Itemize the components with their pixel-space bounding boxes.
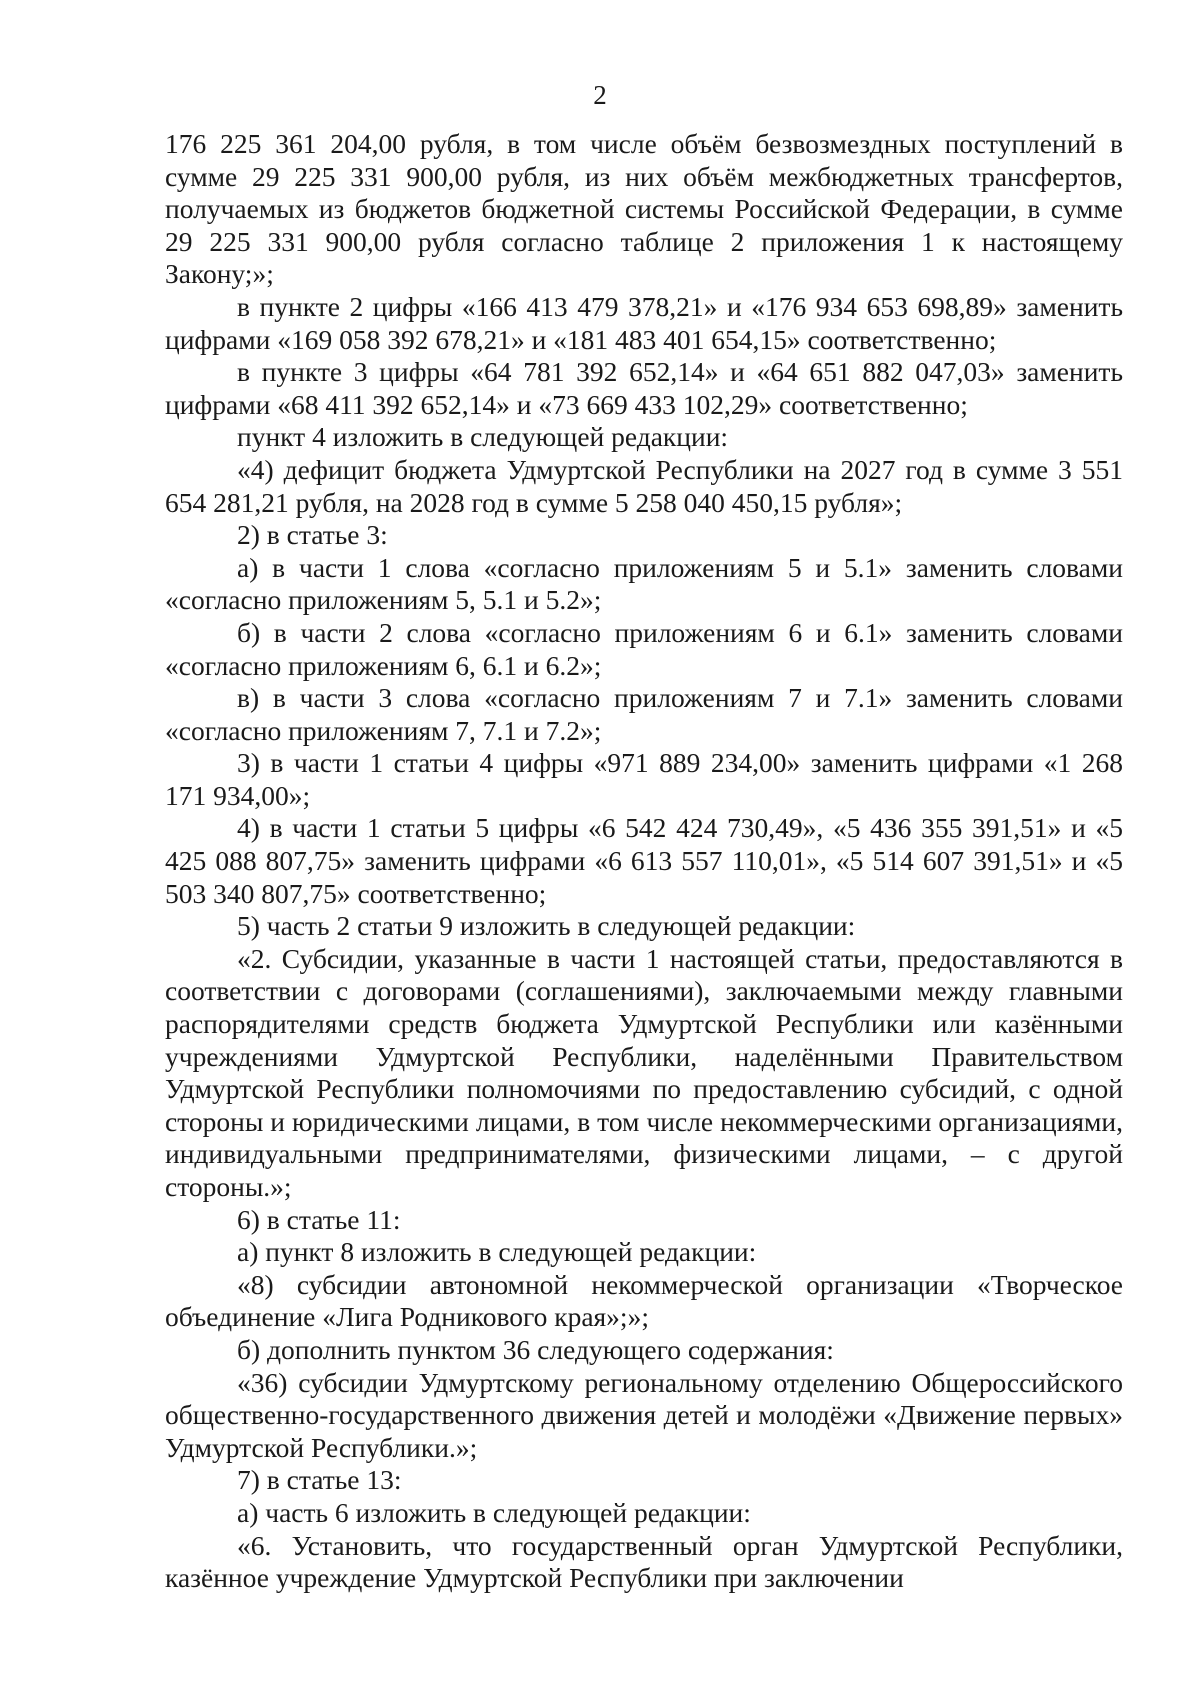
paragraph-9: в) в части 3 слова «согласно приложениям 7 и 7.1» заменить словами «согласно приложениям 7, 7.1 и 7.2»; (165, 682, 1123, 746)
paragraph-20: а) часть 6 изложить в следующей редакции: (237, 1496, 751, 1528)
paragraph-3: в пункте 3 цифры «64 781 392 652,14» и «64 651 882 047,03» заменить цифрами «68 411 392 652,14» и «73 669 433 102,29» соответственно; (165, 356, 1123, 420)
paragraph-7: а) в части 1 слова «согласно приложениям 5 и 5.1» заменить словами «согласно приложениям 5, 5.1 и 5.2»; (165, 551, 1123, 616)
paragraph-10: 3) в части 1 статьи 4 цифры «971 889 234,00» заменить цифрами «1 268 171 934,00»; (165, 747, 1123, 811)
paragraph-14: 6) в статье 11: (237, 1203, 401, 1235)
paragraph-6: 2) в статье 3: (237, 519, 388, 551)
paragraph-16: «8) субсидии автономной некоммерческой организации «Творческое объединение «Лига Родникового края»;»; (165, 1268, 1123, 1333)
document-body (165, 128, 1123, 1595)
paragraph-1: 176 225 361 204,00 рубля, в том числе объём безвозмездных поступлений в сумме 29 225 331 900,00 рубля, из них объём межбюджетных трансфертов, получаемых из бюджетов бюджетной системы Российской Федерации, в сумме 29 225 331 900,00 рубля согласно таблице 2 приложения 1 к настоящему Закону;»; (165, 128, 1123, 290)
paragraph-18: «36) субсидии Удмуртскому региональному отделению Общероссийского общественно-государственного движения детей и молодёжи «Движение первых» Удмуртской Республики.»; (165, 1366, 1123, 1463)
paragraph-11: 4) в части 1 статьи 5 цифры «6 542 424 730,49», «5 436 355 391,51» и «5 425 088 807,75» заменить цифрами «6 613 557 110,01», «5 514 607 391,51» и «5 503 340 807,75» соответственно; (165, 812, 1123, 909)
paragraph-12: 5) часть 2 статьи 9 изложить в следующей редакции: (237, 910, 856, 942)
paragraph-13: «2. Субсидии, указанные в части 1 настоящей статьи, предоставляются в соответствии с договорами (соглашениями), заключаемыми между главными распорядителями средств бюджета Удмуртской Республики или казёнными учреждениями Удмуртской Республики, наделёнными Правительством Удмуртской Республики полномочиями по предоставлению субсидий, с одной стороны и юридическими лицами, в том числе некоммерческими организациями, индивидуальными предпринимателями, физическими лицами, – с другой стороны.»; (165, 942, 1123, 1202)
paragraph-2: в пункте 2 цифры «166 413 479 378,21» и «176 934 653 698,89» заменить цифрами «169 058 392 678,21» и «181 483 401 654,15» соответственно; (165, 290, 1123, 355)
paragraph-17: б) дополнить пунктом 36 следующего содержания: (237, 1333, 834, 1365)
paragraph-5: «4) дефицит бюджета Удмуртской Республики на 2027 год в сумме 3 551 654 281,21 рубля, на 2028 год в сумме 5 258 040 450,15 рубля»; (165, 453, 1123, 518)
paragraph-15: а) пункт 8 изложить в следующей редакции: (237, 1236, 757, 1268)
paragraph-19: 7) в статье 13: (237, 1464, 402, 1496)
paragraph-8: б) в части 2 слова «согласно приложениям 6 и 6.1» заменить словами «согласно приложениям 6, 6.1 и 6.2»; (165, 616, 1123, 681)
page-number: 2 (593, 80, 607, 110)
paragraph-4: пункт 4 изложить в следующей редакции: (237, 421, 729, 453)
paragraph-21: «6. Установить, что государственный орган Удмуртской Республики, казённое учреждение Удмуртской Республики при заключении (165, 1529, 1123, 1594)
